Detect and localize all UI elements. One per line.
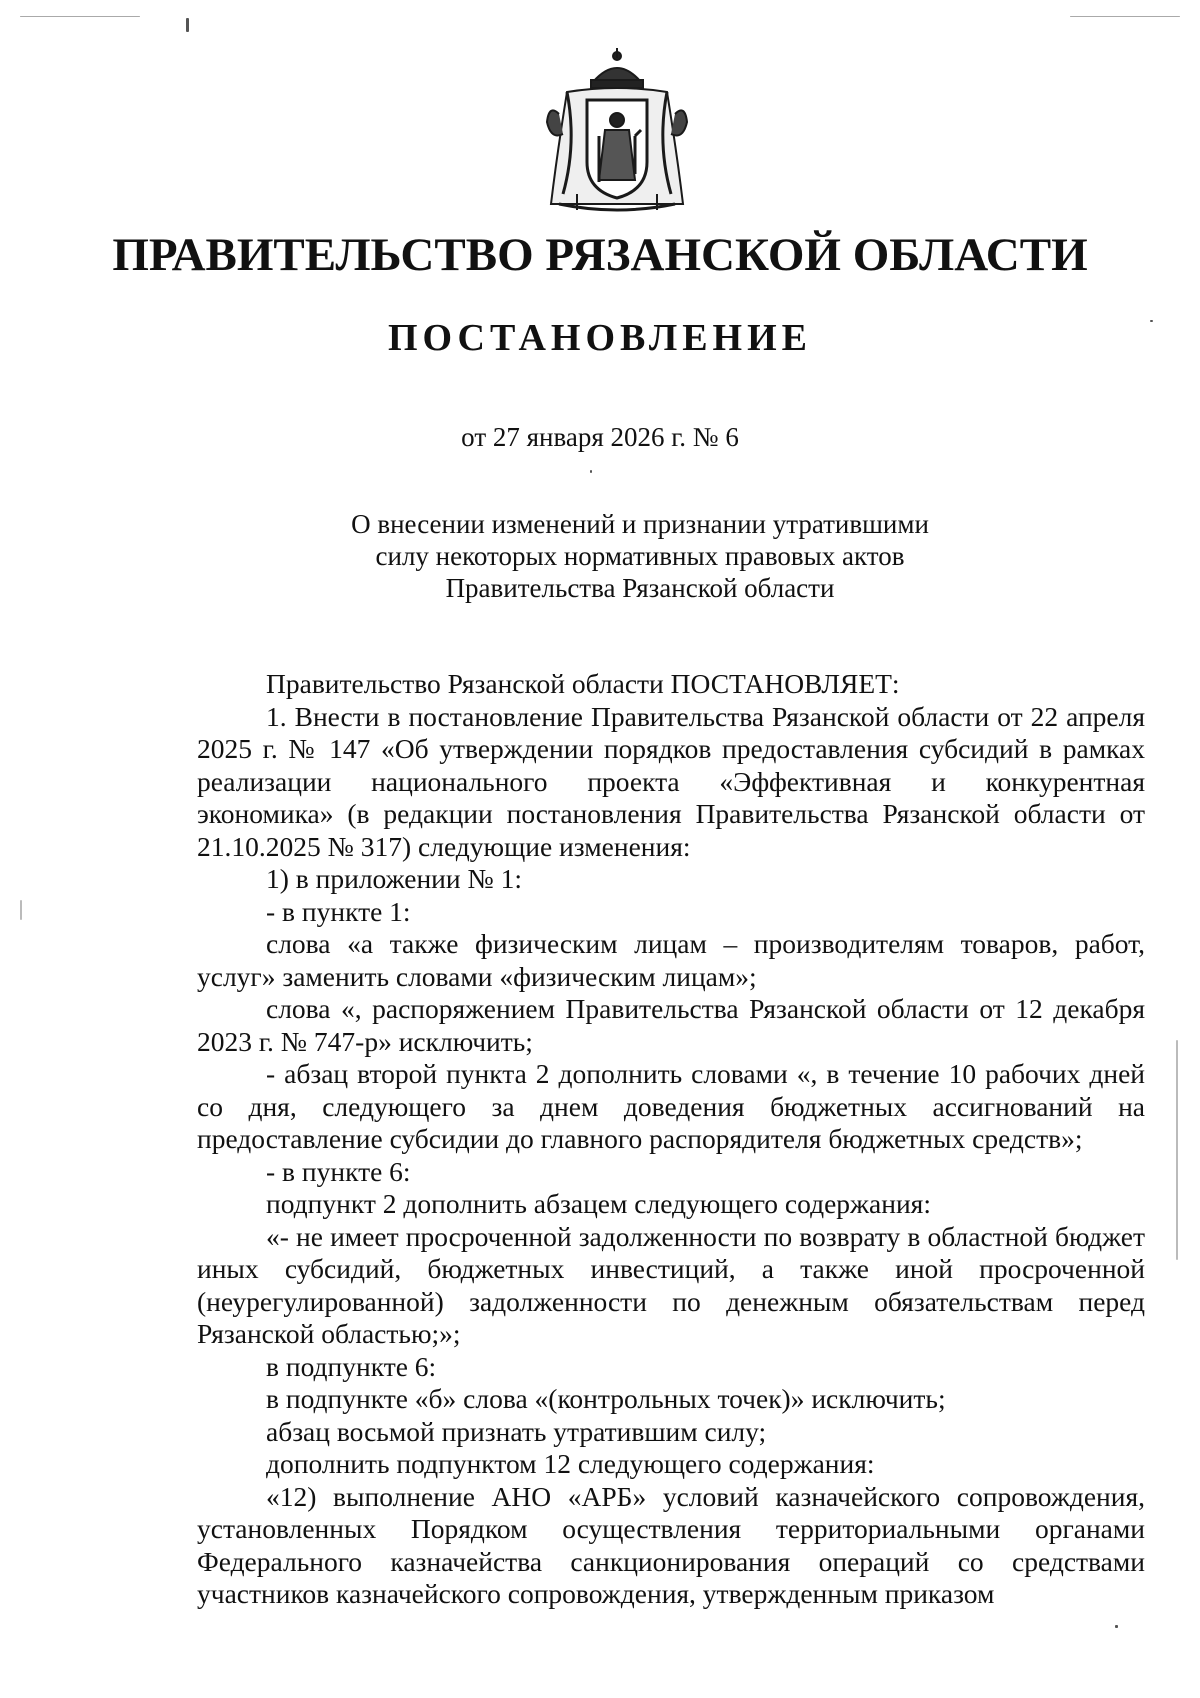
body-paragraph: - в пункте 6: (266, 1155, 411, 1187)
body-paragraph: слова «, распоряжением Правительства Рязанской области от 12 декабря 2023 г. № 747-р» исключить; (197, 993, 1145, 1057)
body-paragraph: «- не имеет просроченной задолженности по возврату в областной бюджет иных субсидий, бюджетных инвестиций, а также иной просроченной (неурегулированной) задолженности по денежным обязательствам перед Рязанской областью;»; (197, 1220, 1145, 1349)
body-paragraph: в подпункте 6: (266, 1350, 437, 1382)
scan-speck (186, 18, 189, 32)
document-date-number: от 27 января 2026 г. № 6 (461, 422, 739, 452)
body-line: экономика» (в редакции постановления Правительства Рязанской области от (197, 798, 1145, 829)
preamble-paragraph: Правительство Рязанской области ПОСТАНОВЛЯЕТ: (266, 668, 900, 699)
scan-speck (1070, 16, 1180, 17)
body-line: 2025 г. № 147 «Об утверждении порядков предоставления субсидий в рамках (197, 733, 1145, 764)
subject-line: Правительства Рязанской области (445, 573, 835, 603)
body-paragraph: дополнить подпунктом 12 следующего содержания: (266, 1448, 875, 1479)
body-paragraph: подпункт 2 дополнить абзацем следующего содержания: (266, 1188, 931, 1219)
body-paragraph: абзац восьмой признать утратившим силу; (266, 1415, 767, 1447)
scan-speck (1115, 1625, 1118, 1628)
scan-speck (1150, 320, 1153, 322)
document-body (197, 668, 1145, 1611)
subject-line: силу некоторых нормативных правовых актов (375, 541, 905, 571)
scan-speck (20, 16, 140, 17)
scan-speck (1176, 1040, 1178, 1260)
scan-speck (20, 900, 22, 920)
subject-line: О внесении изменений и признании утратившими (351, 509, 929, 539)
body-line: 21.10.2025 № 317) следующие изменения: (197, 830, 691, 862)
body-line: реализации национального проекта «Эффективная и конкурентная (197, 765, 1145, 797)
body-paragraph: «12) выполнение АНО «АРБ» условий казначейского сопровождения, установленных Порядком осуществления территориальными органами Федерального казначейства санкционирования операций со средствами участников казначейского сопровождения, утвержденным приказом (197, 1480, 1145, 1609)
body-paragraph: 1) в приложении № 1: (266, 863, 522, 894)
scan-speck (590, 470, 592, 473)
body-line: 1. Внести в постановление Правительства Рязанской области от 22 апреля (266, 700, 1145, 732)
document-type: ПОСТАНОВЛЕНИЕ (387, 317, 813, 359)
organization-title: ПРАВИТЕЛЬСТВО РЯЗАНСКОЙ ОБЛАСТИ (112, 229, 1088, 281)
body-paragraph: слова «а также физическим лицам – производителям товаров, работ, услуг» заменить словами «физическим лицам»; (197, 928, 1145, 992)
body-paragraph: в подпункте «б» слова «(контрольных точек)» исключить; (266, 1383, 946, 1414)
body-paragraph: - абзац второй пункта 2 дополнить словами «, в течение 10 рабочих дней со дня, следующего за днем доведения бюджетных ассигнований на предоставление субсидии до главного распорядителя бюджетных средств»; (197, 1058, 1145, 1154)
coat-of-arms-emblem (537, 44, 697, 214)
body-paragraph: - в пункте 1: (266, 895, 411, 927)
document-subject (300, 508, 980, 604)
